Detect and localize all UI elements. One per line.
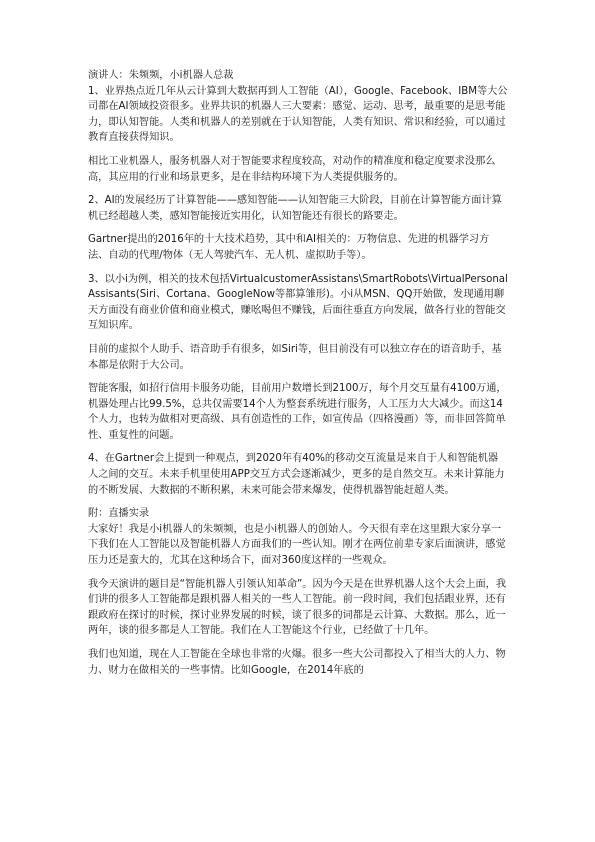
summary-paragraph-4: Gartner提出的2016年的十大技术趋势，其中和AI相关的：万物信息、先进的机器学习方法、自动的代理/物体（无人驾驶汽车、无人机、虚拟助手等）。: [88, 234, 490, 261]
summary-paragraph-7: 智能客服，如招行信用卡服务功能，目前用户数增长到2100万，每个月交互量有4100万通，机器处理占比99.5%，总共仅需要14个人为整套系统进行服务，人工压力大大减少。而这14个人力，也转为做相对更高级、具有创造性的工作，如宣传品（四格漫画）等，而非回答简单性、重复性的问题。: [88, 383, 507, 441]
transcript-paragraph-3: 我们也知道，现在人工智能在全球也非常的火爆。很多一些大公司都投入了相当大的人力、物力、财力在做相关的一些事情。比如Google，在2014年底的: [88, 649, 506, 676]
speaker-line: 演讲人：朱频频，小i机器人总裁: [88, 70, 234, 81]
summary-paragraph-3: 2、AI的发展经历了计算智能——感知智能——认知智能三大阶段，目前在计算智能方面计算机已经超越人类，感知智能接近实用化，认知智能还有很长的路要走。: [88, 195, 502, 222]
summary-paragraph-6: 目前的虚拟个人助手、语音助手有很多，如Siri等，但目前没有可以独立存在的语音助手，基本都是依附于大公司。: [88, 343, 502, 371]
appendix-heading: 附：直播实录: [88, 508, 150, 520]
transcript-paragraph-2: 我今天演讲的题目是“智能机器人引领认知革命”。因为今天是在世界机器人这个大会上面，我们讲的很多人工智能都是跟机器人相关的一些人工智能。前一段时间，我们包括跟业界，还有跟政府在探讨的时候，探讨业界发展的时候，谈了很多的词都是云计算、大数据。那么，近一两年，谈的很多都是人工智能。我们在人工智能这个行业，已经做了十几年。: [88, 578, 507, 637]
summary-paragraph-1: 1、业界热点近几年从云计算到大数据再到人工智能（AI），Google、Facebook、IBM等大公司都在AI领域投资很多。业界共识的机器人三大要素：感觉、运动、思考，最重要的是思考能力，即认知智能。人类和机器人的差别就在于认知智能，人类有知识、常识和经验，可以通过教育直接获得知识。: [88, 85, 508, 144]
summary-paragraph-5: 3、以小i为例，相关的技术包括VirtualcustomerAssistans\SmartRobots\VirtualPersonalAssisants(Siri、Cortana、GoogleNow等都算雏形)。小i从MSN、QQ开始做，发现通用聊天方面没有商业价值和商业模式，赚吆喝但不赚钱，后面往垂直方向发展，做各行业的智能交互知识库。: [88, 273, 508, 332]
summary-paragraph-8: 4、在Gartner会上提到一种观点，到2020年有40%的移动交互流量是来自于人和智能机器人之间的交互。未来手机里使用APP交互方式会逐渐减少，更多的是自然交互。未来计算能力的不断发展、大数据的不断积累，未来可能会带来爆发，使得机器智能赶超人类。: [88, 453, 505, 496]
summary-paragraph-2: 相比工业机器人，服务机器人对于智能要求程度较高，对动作的精准度和稳定度要求没那么高，其应用的行业和场景更多，是在非结构环境下为人类提供服务的。: [88, 155, 496, 183]
document-page: [88, 68, 508, 678]
transcript-paragraph-1: 大家好！我是小i机器人的朱频频，也是小i机器人的创始人。今天很有幸在这里跟大家分享一下我们在人工智能以及智能机器人方面我们的一些认知。刚才在两位前辈专家后面演讲，感觉压力还是蛮大的，尤其在这种场合下，面对360度这样的一些观众。: [88, 523, 506, 567]
